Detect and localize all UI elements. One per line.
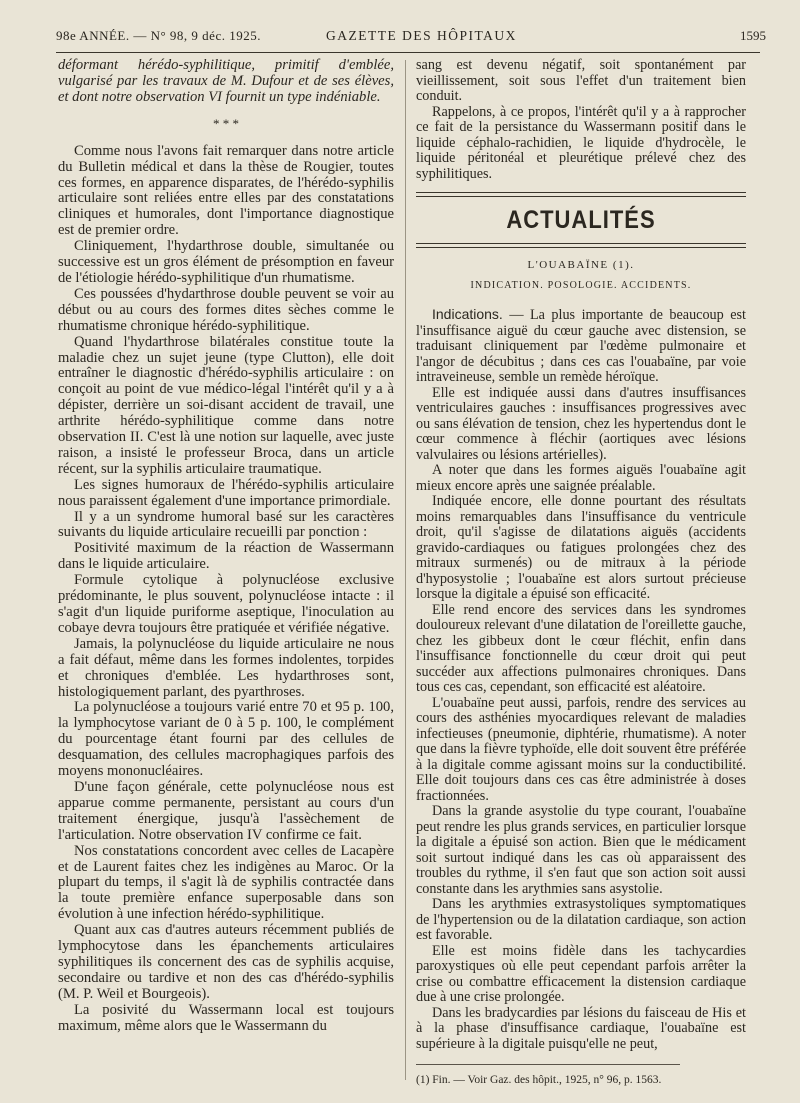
paragraph-lead: Indications. bbox=[432, 306, 503, 322]
paragraph: Cliniquement, l'hydarthrose double, simultanée ou successive est un gros élément de présomption en faveur de l'étiologie hérédo-syphilitique d'un rhumatisme. bbox=[58, 238, 394, 286]
section-rule bbox=[416, 192, 746, 197]
paragraph: déformant hérédo-syphilitique, primitif d'emblée, vulgarisé par les travaux de M. Dufour et de ses élèves, et dont notre observation VI fournit un type indéniable. bbox=[58, 57, 394, 105]
paragraph: A noter que dans les formes aiguës l'ouabaïne agit mieux encore après une saignée préalable. bbox=[416, 462, 746, 494]
issue-info: 98e ANNÉE. — N° 98, 9 déc. 1925. bbox=[56, 28, 261, 43]
right-column bbox=[416, 58, 746, 1087]
paragraph: Dans la grande asystolie du type courant, l'ouabaïne peut rendre les plus grands services, en particulier lorsque la digitale a épuisé son action. Bien que le médicament soit surtout indiqué dans les cas où apparaissent des troubles du rythme, il s'en faut que son action soit aussi constante dans les arythmies sans asystolie. bbox=[416, 803, 746, 897]
paragraph: Les signes humoraux de l'hérédo-syphilis articulaire nous paraissent également d'une importance primordiale. bbox=[58, 476, 394, 509]
paragraph: Rappelons, à ce propos, l'intérêt qu'il y a à rapprocher ce fait de la persistance du Wassermann positif dans le liquide céphalo-rachidien, le liquide d'hydrocèle, le liquide péritonéal et pleurétique prélevé chez des syphilitiques. bbox=[416, 103, 746, 182]
paragraph: Quand l'hydarthrose bilatérales constitue toute la maladie chez un sujet jeune (type Clutton), elle doit entraîner le diagnostic d'hérédo-syphilis articulaire : on conçoit au point de vue médico-légal l'intérêt qu'il y a à dépister, derrière un soi-disant accident de travail, une arthrite hérédo-syphilitique comme dans notre observation II. C'est là une notion sur laquelle, avec juste raison, a insisté le professeur Broca, dans un article récent, sur la syphilis articulaire traumatique. bbox=[58, 333, 394, 477]
paragraph-text: — La plus importante de beaucoup est l'insuffisance aiguë du cœur gauche avec distension, se traduisant cliniquement par l'œdème pulmonaire et l'angor de décubitus ; dans ces cas l'ouabaïne, par voie intraveineuse, semble un remède héroïque. bbox=[416, 307, 746, 385]
paragraph: Il y a un syndrome humoral basé sur les caractères suivants du liquide articulaire recueilli par ponction : bbox=[58, 508, 394, 541]
page-number: 1595 bbox=[740, 28, 766, 43]
paragraph: Nos constatations concordent avec celles de Lacapère et de Laurent faites chez les indigènes au Maroc. Or la plupart du temps, il s'agit là de syphilis contractée dans la toute première enfance superposable dans son évolution à une infection hérédo-syphilitique. bbox=[58, 842, 394, 923]
paragraph: Indiquée encore, elle donne pourtant des résultats moins remarquables dans l'insuffisance du ventricule droit, qu'il s'agisse de dilatations aiguës (accidents gravido-cardiaques ou fatigues prolongées chez des mitraux surmenés) ou de mitraux à la période d'hyposystolie ; l'ouabaïne est alors surtout précieuse lorsque la digitale a épuisé son efficacité. bbox=[416, 493, 746, 602]
paragraph bbox=[416, 307, 746, 386]
paragraph: Dans les arythmies extrasystoliques symptomatiques de l'hypertension ou de la dilatation cardiaque, son action est favorable. bbox=[416, 896, 746, 943]
section-title: ACTUALITÉS bbox=[506, 205, 656, 234]
journal-title: GAZETTE DES HÔPITAUX bbox=[326, 28, 517, 43]
left-column bbox=[58, 58, 394, 1034]
header-rule bbox=[56, 52, 760, 53]
section-separator: * * * bbox=[213, 115, 239, 131]
paragraph: Comme nous l'avons fait remarquer dans notre article du Bulletin médical et dans la thèse de Rougier, toutes ces formes, en apparence disparates, de l'hérédo-syphilis articulaire sont reliées entre elles par des constatations cliniques et humorales, dont l'importance diagnostique est de premier ordre. bbox=[58, 142, 394, 239]
column-divider bbox=[405, 60, 406, 1080]
paragraph: Positivité maximum de la réaction de Wassermann dans le liquide articulaire. bbox=[58, 540, 394, 573]
paragraph: Elle est indiquée aussi dans d'autres insuffisances ventriculaires gauches : insuffisances progressives avec ou sans élévation de tension, chez les hypertendus dont le cœur commence à fléchir (aortiques avec lésions valvulaires ou lésions artérielles). bbox=[416, 384, 746, 463]
paragraph: La posivité du Wassermann local est toujours maximum, même alors que le Wassermann du bbox=[58, 1001, 394, 1034]
footnote: (1) Fin. — Voir Gaz. des hôpit., 1925, n° 96, p. 1563. bbox=[416, 1074, 662, 1086]
article-title: L'OUABAÏNE (1). bbox=[527, 259, 635, 271]
article-subtitle: INDICATION. POSOLOGIE. ACCIDENTS. bbox=[470, 279, 692, 291]
footnote-rule bbox=[416, 1064, 680, 1065]
paragraph: L'ouabaïne peut aussi, parfois, rendre des services au cours des asthénies myocardiques relevant de maladies infectieuses (pneumonie, diphtérie, rhumatisme). A noter que dans la fièvre typhoïde, elle doit souvent être préférée à la digitale comme agissant moins sur la conductibilité. Elle doit toujours dans ces cas être administrée à doses fractionnées. bbox=[416, 694, 746, 804]
paragraph: Elle est moins fidèle dans les tachycardies paroxystiques où elle peut cependant parfois arrêter la crise ou combattre efficacement la distension cardiaque due à une crise prolongée. bbox=[416, 942, 746, 1005]
paragraph: D'une façon générale, cette polynucléose nous est apparue comme permanente, persistant au cours d'un traitement énergique, jusqu'à l'assèchement de l'articulation. Notre observation IV confirme ce fait. bbox=[58, 778, 394, 843]
paragraph: Jamais, la polynucléose du liquide articulaire ne nous a fait défaut, même dans les formes indolentes, torpides et chroniques d'emblée. Les hydarthroses sont, histologiquement parlant, des pyarthroses. bbox=[58, 635, 394, 700]
paragraph: Dans les bradycardies par lésions du faisceau de His et à la phase d'insuffisance cardiaque, l'ouabaïne est supérieure à la digitale puisqu'elle ne peut, bbox=[416, 1004, 746, 1052]
page-header bbox=[56, 28, 766, 50]
paragraph: La polynucléose a toujours varié entre 70 et 95 p. 100, la lymphocytose variant de 0 à 5 p. 100, le complément du pourcentage étant fourni par des cellules de desquamation, des cellules macrophagiques parfois des moyens mononucléaires. bbox=[58, 699, 394, 780]
paragraph: sang est devenu négatif, soit spontanément par vieillissement, soit sous l'effet d'un traitement bien conduit. bbox=[416, 57, 746, 104]
paragraph: Formule cytolique à polynucléose exclusive prédominante, le plus souvent, polynucléose intacte : il s'agit d'un liquide puriforme aseptique, l'inoculation au cobaye devra toujours être pratiquée et vérifiée négative. bbox=[58, 572, 394, 636]
paragraph: Ces poussées d'hydarthrose double peuvent se voir au début ou au cours des formes dites sèches comme le rhumatisme chronique hérédo-syphilitique. bbox=[58, 285, 394, 334]
paragraph: Elle rend encore des services dans les syndromes douloureux relevant d'une dilatation de l'oreillette gauche, chez les gibbeux dont le cœur fléchit, enfin dans l'insuffisance fonctionnelle du cœur droit qui peut succéder aux affections pulmonaires chroniques. Dans tous ces cas, cependant, son efficacité est aléatoire. bbox=[416, 601, 746, 695]
section-rule bbox=[416, 243, 746, 248]
paragraph: Quant aux cas d'autres auteurs récemment publiés de lymphocytose dans les épanchements articulaires syphilitiques ils concernent des cas de syphilis acquise, secondaire ou tardive et non des cas d'hérédo-syphilis (M. P. Weil et Bourgeois). bbox=[58, 922, 394, 1002]
